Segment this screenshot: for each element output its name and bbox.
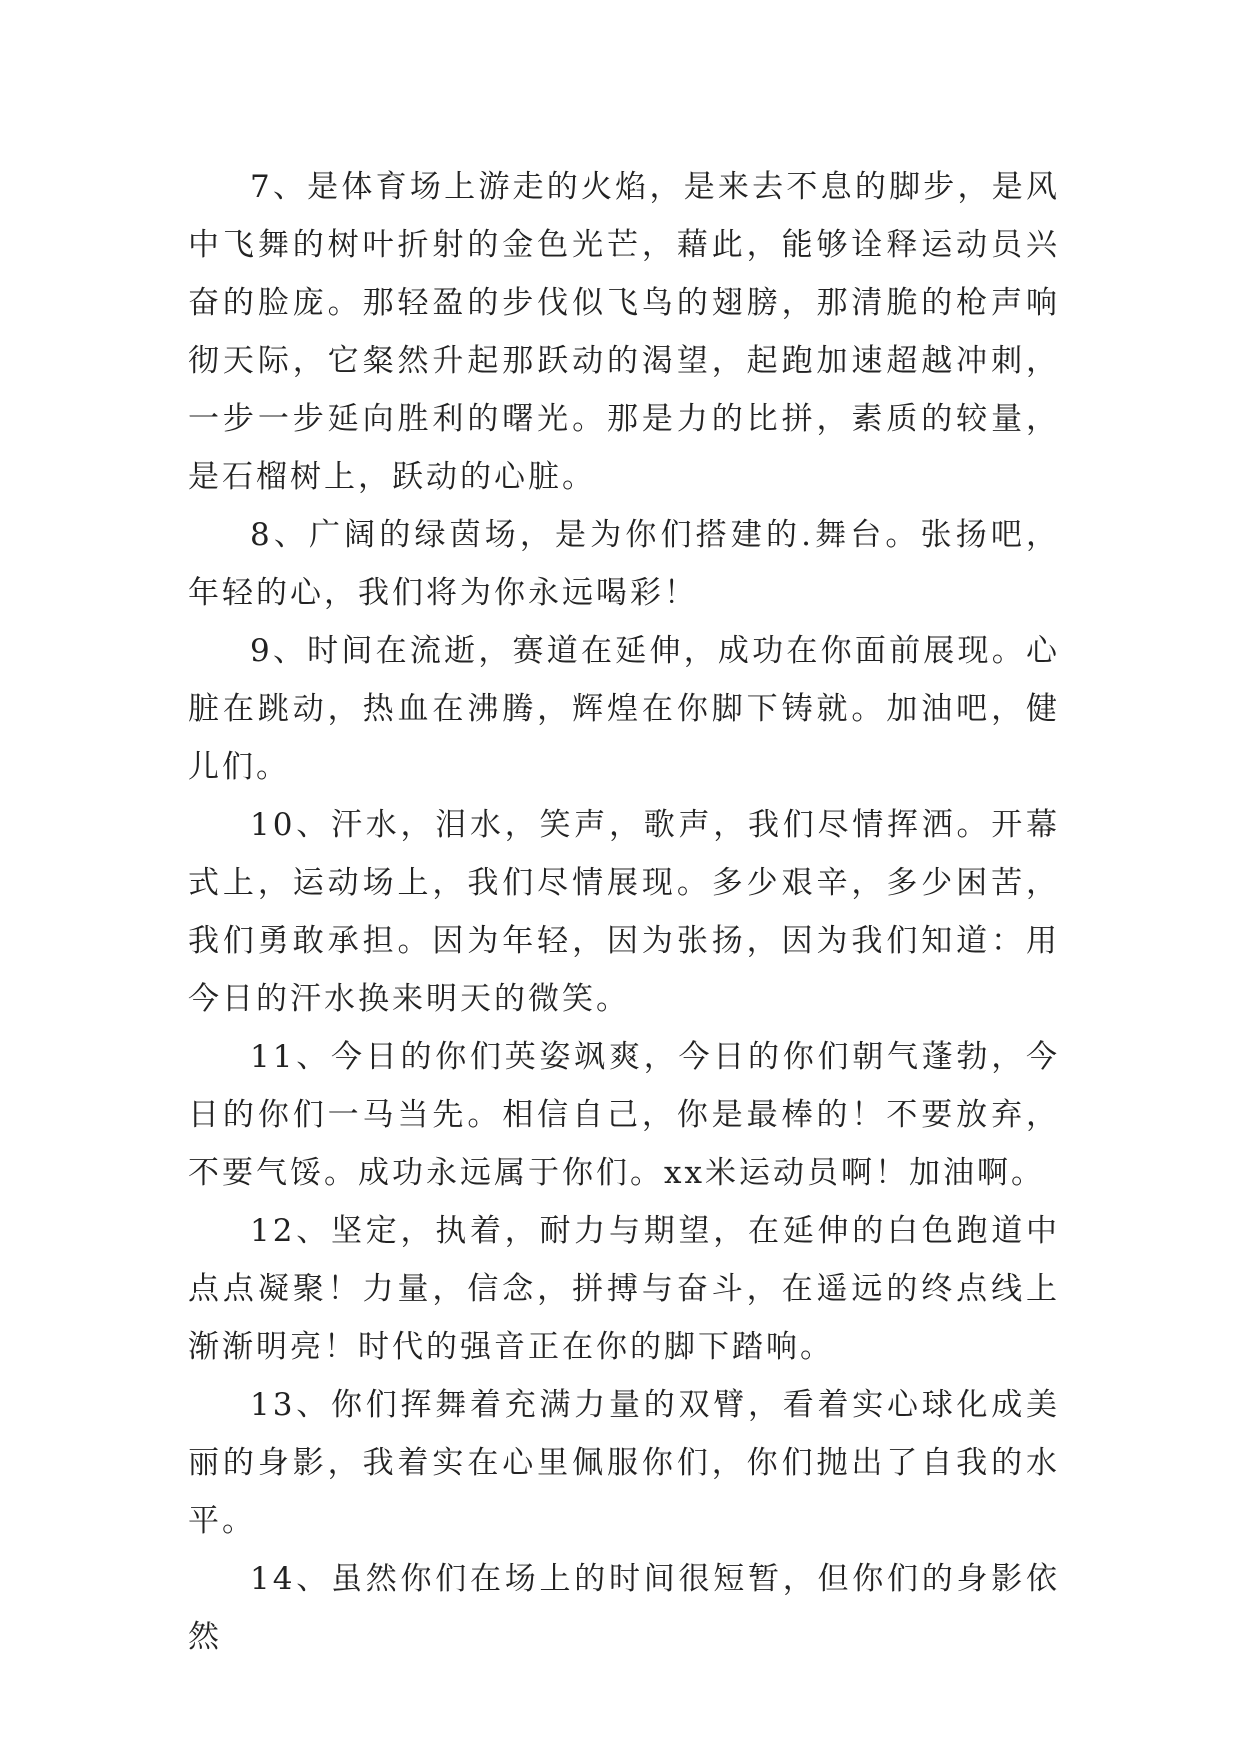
paragraph-10: 10、汗水，泪水，笑声，歌声，我们尽情挥洒。开幕式上，运动场上，我们尽情展现。多少艰辛，多少困苦，我们勇敢承担。因为年轻，因为张扬，因为我们知道：用今日的汗水换来明天的微笑。 (188, 807, 1060, 1017)
paragraph-14: 14、虽然你们在场上的时间很短暂，但你们的身影依然 (188, 1561, 1060, 1655)
document-body (188, 158, 1060, 1666)
paragraph-13: 13、你们挥舞着充满力量的双臂，看着实心球化成美丽的身影，我着实在心里佩服你们，你们抛出了自我的水平。 (188, 1387, 1060, 1539)
paragraph-8: 8、广阔的绿茵场，是为你们搭建的.舞台。张扬吧，年轻的心，我们将为你永远喝彩！ (188, 517, 1060, 611)
paragraph-9: 9、时间在流逝，赛道在延伸，成功在你面前展现。心脏在跳动，热血在沸腾，辉煌在你脚下铸就。加油吧，健儿们。 (188, 633, 1060, 785)
paragraph-11: 11、今日的你们英姿飒爽，今日的你们朝气蓬勃，今日的你们一马当先。相信自己，你是最棒的！不要放弃，不要气馁。成功永远属于你们。xx米运动员啊！加油啊。 (188, 1039, 1060, 1191)
paragraph-7: 7、是体育场上游走的火焰，是来去不息的脚步，是风中飞舞的树叶折射的金色光芒，藉此，能够诠释运动员兴奋的脸庞。那轻盈的步伐似飞鸟的翅膀，那清脆的枪声响彻天际，它粲然升起那跃动的渴望，起跑加速超越冲刺，一步一步延向胜利的曙光。那是力的比拼，素质的较量，是石榴树上，跃动的心脏。 (188, 169, 1060, 495)
paragraph-12: 12、坚定，执着，耐力与期望，在延伸的白色跑道中点点凝聚！力量，信念，拼搏与奋斗，在遥远的终点线上渐渐明亮！时代的强音正在你的脚下踏响。 (188, 1213, 1060, 1365)
